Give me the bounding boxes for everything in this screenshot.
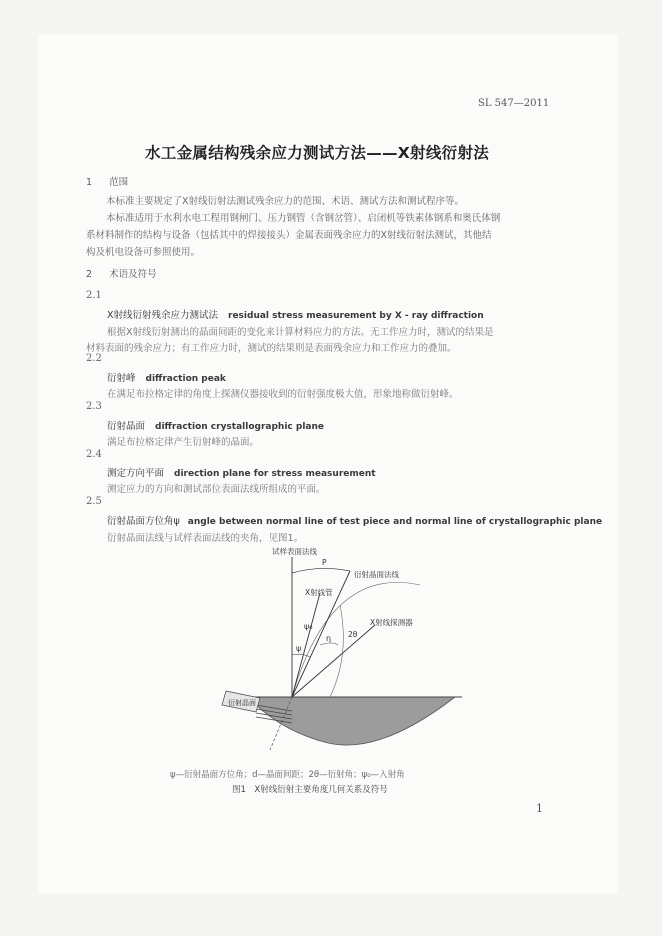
surface-normal-label: 试样表面法线: [272, 547, 317, 556]
standard-number: SL 547—2011: [478, 98, 550, 109]
scope-paragraph-2-line-3: 构及机电设备可参照使用。: [86, 247, 201, 258]
section-2-heading: [86, 266, 157, 280]
term-english: direction plane for stress measurement: [174, 469, 376, 479]
term-heading: [107, 513, 602, 527]
term-chinese: X射线衍射残余应力测试法: [107, 310, 219, 321]
scope-paragraph-1: 本标准主要规定了X射线衍射法测试残余应力的范围、术语、测试方法和测试程序等。: [106, 196, 465, 207]
term-chinese: 衍射晶面方位角ψ: [107, 516, 180, 527]
xray-tube-label: X射线管: [305, 588, 333, 597]
page-sheet: [38, 34, 618, 894]
p-arrow-arc: [292, 568, 350, 573]
term-chinese: 测定方向平面: [107, 468, 165, 479]
section-2-number: 2: [86, 269, 93, 280]
psi-label: ψ: [296, 644, 302, 653]
term-chinese: 衍射晶面: [107, 421, 146, 432]
term-heading: [107, 307, 484, 321]
term-definition-line: 衍射晶面法线与试样表面法线的夹角，见图1。: [107, 533, 304, 544]
term-english: residual stress measurement by X - ray diffraction: [228, 311, 484, 321]
plane-normal-label: 衍射晶面法线: [354, 570, 399, 579]
plane-label: 衍射晶面: [228, 699, 256, 707]
detector-label: X射线探测器: [370, 618, 413, 627]
section-1-number: 1: [86, 177, 93, 188]
term-definition-line: 满足布拉格定律产生衍射峰的晶面。: [107, 437, 260, 448]
figure-caption: 图1 X射线衍射主要角度几何关系及符号: [232, 785, 388, 795]
term-number: 2.3: [86, 401, 102, 412]
term-english: angle between normal line of test piece and normal line of crystallographic plane: [187, 517, 603, 527]
section-1-body: [86, 193, 500, 261]
term-definition-line: 根据X射线衍射测出的晶面间距的变化来计算材料应力的方法。无工作应力时，测试的结果是: [107, 327, 494, 338]
term-english: diffraction peak: [145, 374, 226, 384]
term-number: 2.5: [86, 496, 102, 507]
section-2-title: 术语及符号: [109, 269, 157, 280]
term-chinese: 衍射峰: [107, 373, 136, 384]
scope-paragraph-2-line-2: 系材料制作的结构与设备（包括其中的焊接接头）金属表面残余应力的X射线衍射法测试，其他结: [86, 230, 492, 241]
document-title: 水工金属结构残余应力测试方法——X射线衍射法: [145, 144, 490, 162]
term-definition-line: 在满足布拉格定律的角度上探测仪器接收到的衍射强度极大值，形象地称做衍射峰。: [107, 389, 459, 400]
scope-paragraph-2-line-1: 本标准适用于水利水电工程用钢闸门、压力钢管（含钢岔管）、启闭机等铁素体钢系和奥氏体钢: [106, 213, 501, 224]
xrd-geometry-figure: [210, 545, 510, 765]
eta-label: η: [326, 634, 332, 643]
reference-arc: [330, 605, 343, 697]
term-english: diffraction crystallographic plane: [155, 422, 324, 432]
two-theta-label: 2θ: [348, 630, 358, 639]
term-heading: [107, 465, 376, 479]
section-1-heading: [86, 174, 128, 188]
eta-angle-arc: [320, 643, 338, 645]
section-1-title: 范围: [109, 177, 129, 188]
term-heading: [107, 418, 324, 432]
term-number: 2.4: [86, 449, 102, 460]
psi0-label: ψ₀: [304, 622, 313, 631]
term-definition-line: 材料表面的残余应力；有工作应力时，测试的结果则是表面残余应力和工作应力的叠加。: [86, 343, 457, 354]
term-number: 2.2: [86, 353, 102, 364]
p-label: P: [322, 558, 327, 567]
page-number: 1: [536, 802, 543, 815]
term-heading: [107, 370, 226, 384]
term-definition-line: 测定应力的方向和测试部位表面法线所组成的平面。: [107, 484, 326, 495]
figure-legend: ψ—衍射晶面方位角；d—晶面间距；2θ—衍射角；ψ₀—入射角: [170, 770, 405, 780]
term-number: 2.1: [86, 290, 102, 301]
